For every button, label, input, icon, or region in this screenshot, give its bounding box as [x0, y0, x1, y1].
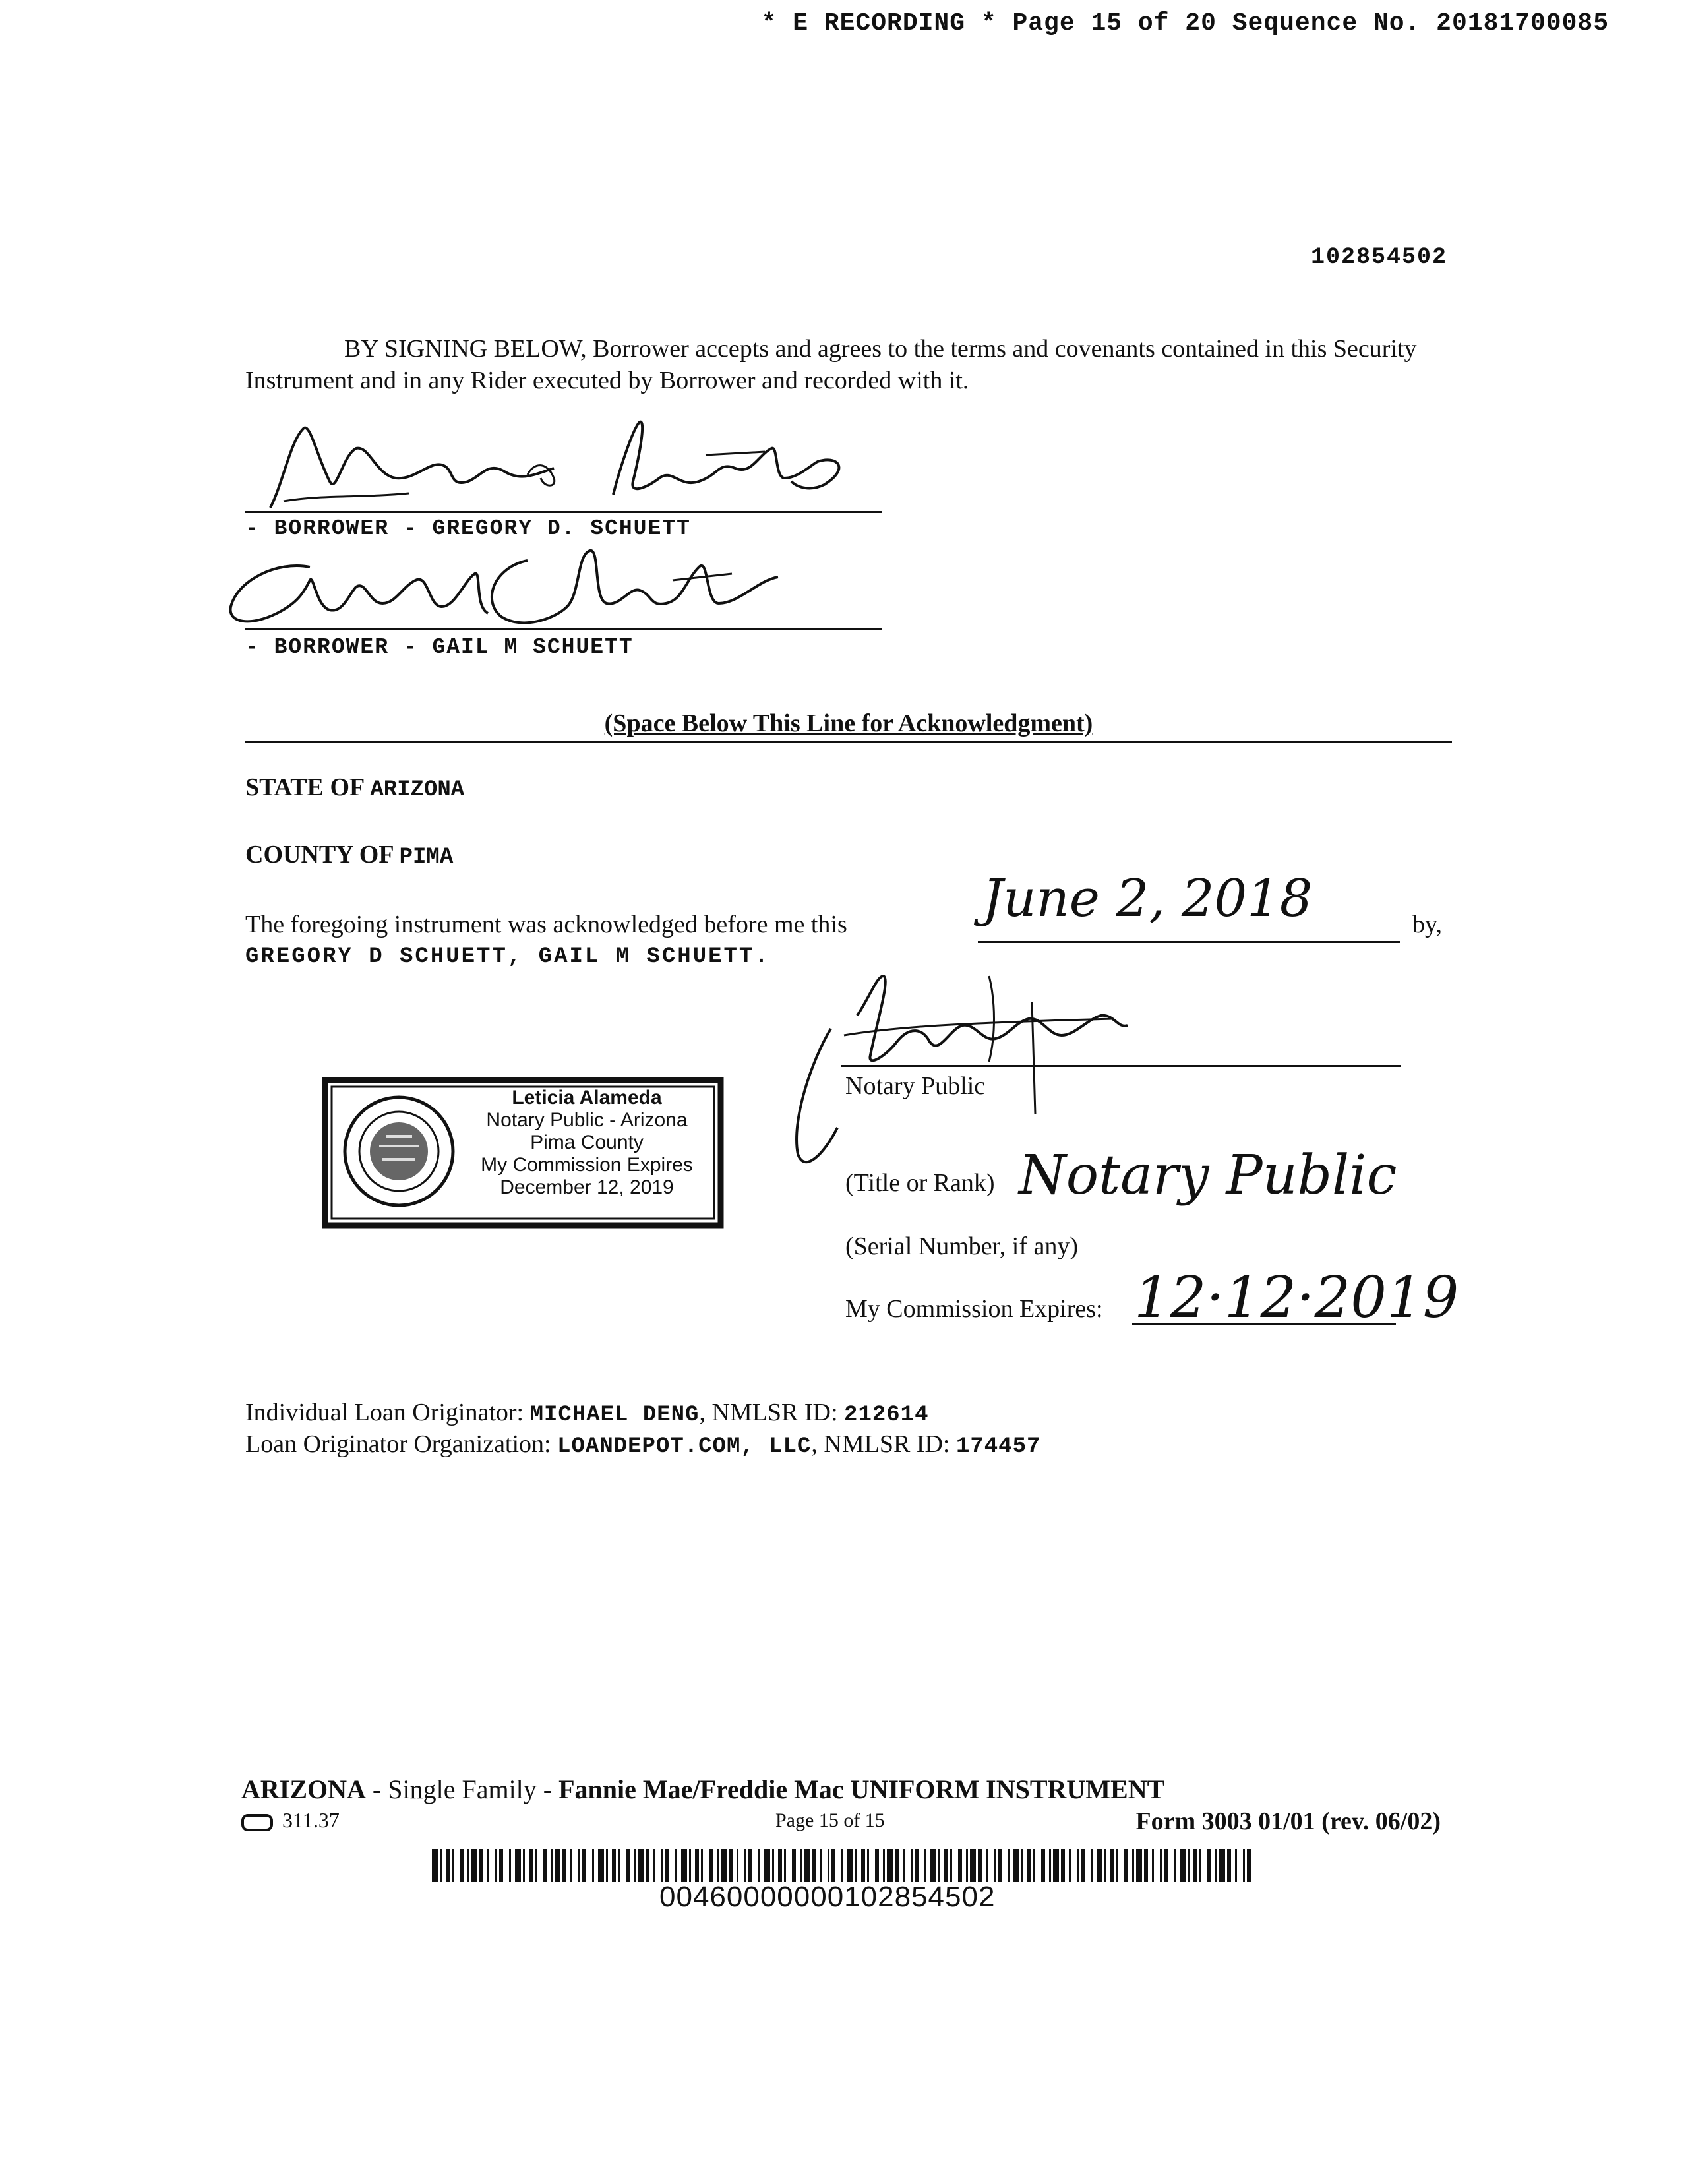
signing-paragraph — [245, 333, 1452, 396]
recording-header: * E RECORDING * Page 15 of 20 Sequence No. 20181700085 — [761, 9, 1609, 38]
county-label: COUNTY OF — [245, 841, 394, 868]
barcode-bar — [758, 1849, 760, 1882]
notary-signature-line — [841, 1065, 1401, 1067]
barcode-bar — [915, 1849, 919, 1882]
barcode-bar — [1132, 1849, 1134, 1882]
barcode-bar — [1136, 1849, 1142, 1882]
barcode-bar — [529, 1849, 533, 1882]
acknowledgment-section — [245, 709, 1452, 743]
barcode-bar — [1021, 1849, 1023, 1882]
borrower-2-signature — [211, 541, 804, 633]
barcode-bar — [460, 1849, 464, 1882]
county-line — [245, 840, 453, 870]
barcode-bar — [784, 1849, 786, 1882]
barcode-bar — [1053, 1849, 1059, 1882]
commission-expires-handwritten: 12·12·2019 — [1134, 1265, 1459, 1331]
barcode-bar — [1144, 1849, 1148, 1882]
barcode-bar — [867, 1849, 869, 1882]
barcode-bar — [582, 1849, 586, 1882]
barcode-bar — [551, 1849, 553, 1882]
barcode-bar — [944, 1849, 948, 1882]
stamp-line-expiry: December 12, 2019 — [500, 1176, 674, 1198]
barcode-bar — [778, 1849, 782, 1882]
barcode-bar — [938, 1849, 940, 1882]
barcode-bar — [634, 1849, 636, 1882]
barcode-bar — [970, 1849, 976, 1882]
serial-number-label: (Serial Number, if any) — [845, 1232, 1079, 1260]
barcode-bar — [665, 1849, 669, 1882]
barcode-bar — [523, 1849, 525, 1882]
barcode-bar — [1188, 1849, 1190, 1882]
barcode-bar — [440, 1849, 442, 1882]
footer-form-number: Form 3003 01/01 (rev. 06/02) — [1135, 1807, 1441, 1835]
loan-originator-id: 212614 — [844, 1403, 929, 1428]
barcode-bar — [748, 1849, 752, 1882]
barcode-bar — [1180, 1849, 1186, 1882]
barcode-bar — [1033, 1849, 1035, 1882]
barcode-bar — [1152, 1849, 1154, 1882]
barcode-bar — [966, 1849, 968, 1882]
loan-organization-name: LOANDEPOT.COM, LLC — [557, 1434, 812, 1459]
barcode-bar — [831, 1849, 835, 1882]
loan-originator-label: Individual Loan Originator: — [245, 1399, 524, 1426]
barcode-bar — [1091, 1849, 1093, 1882]
barcode-bar — [1077, 1849, 1079, 1882]
barcode-bar — [883, 1849, 885, 1882]
barcode-bar — [487, 1849, 489, 1882]
barcode — [432, 1849, 1253, 1882]
barcode-bar — [1081, 1849, 1085, 1882]
barcode-bar — [895, 1849, 899, 1882]
barcode-bar — [612, 1849, 616, 1882]
barcode-bar — [555, 1849, 560, 1882]
barcode-bar — [887, 1849, 893, 1882]
barcode-bar — [978, 1849, 982, 1882]
barcode-bar — [772, 1849, 774, 1882]
barcode-bar — [626, 1849, 630, 1882]
barcode-bar — [495, 1849, 497, 1882]
barcode-bar — [800, 1849, 802, 1882]
acknowledgment-date-line — [978, 941, 1400, 943]
by-label: by, — [1412, 911, 1443, 938]
barcode-bar — [1207, 1849, 1211, 1882]
acknowledged-names: GREGORY D SCHUETT, GAIL M SCHUETT. — [245, 944, 770, 969]
barcode-number: 00460000000102854502 — [659, 1881, 996, 1913]
loan-organization-id: 174457 — [955, 1434, 1041, 1459]
barcode-bar — [875, 1849, 879, 1882]
loan-organization-line — [245, 1430, 1040, 1459]
stamp-line-name: Leticia Alameda — [512, 1087, 662, 1108]
barcode-bar — [446, 1849, 450, 1882]
barcode-bar — [1061, 1849, 1065, 1882]
borrower-2-label: - BORROWER - GAIL M SCHUETT — [245, 635, 634, 659]
barcode-bar — [729, 1849, 733, 1882]
barcode-bar — [1215, 1849, 1217, 1882]
barcode-bar — [861, 1849, 865, 1882]
barcode-bar — [479, 1849, 483, 1882]
footer-page-number: Page 15 of 15 — [775, 1809, 885, 1831]
barcode-bar — [855, 1849, 857, 1882]
barcode-bar — [792, 1849, 796, 1882]
barcode-bar — [471, 1849, 477, 1882]
barcode-bar — [820, 1849, 822, 1882]
borrower-1-label: - BORROWER - GREGORY D. SCHUETT — [245, 516, 691, 541]
barcode-bar — [675, 1849, 677, 1882]
barcode-bar — [606, 1849, 608, 1882]
barcode-bar — [764, 1849, 770, 1882]
barcode-bar — [1104, 1849, 1106, 1882]
barcode-bar — [638, 1849, 644, 1882]
barcode-bar — [721, 1849, 727, 1882]
barcode-bar — [744, 1849, 746, 1882]
barcode-bar — [570, 1849, 572, 1882]
barcode-bar — [452, 1849, 454, 1882]
signing-paragraph-text: BY SIGNING BELOW, Borrower accepts and agrees to the terms and covenants contained in this Security Instrument and in any Rider executed by Borrower and recorded with it. — [245, 335, 1417, 394]
borrower-1-signature-line — [245, 511, 882, 513]
barcode-bar — [1069, 1849, 1071, 1882]
barcode-bar — [717, 1849, 719, 1882]
loan-organization-label: Loan Originator Organization: — [245, 1430, 551, 1458]
barcode-bar — [618, 1849, 620, 1882]
barcode-bar — [1243, 1849, 1245, 1882]
loan-originator-line — [245, 1398, 928, 1428]
barcode-bar — [1027, 1849, 1031, 1882]
barcode-bar — [535, 1849, 537, 1882]
barcode-bar — [543, 1849, 547, 1882]
barcode-bar — [1041, 1849, 1045, 1882]
barcode-bar — [1124, 1849, 1128, 1882]
barcode-bar — [950, 1849, 952, 1882]
borrower-1-signature — [244, 415, 890, 514]
barcode-bar — [911, 1849, 913, 1882]
barcode-bar — [737, 1849, 738, 1882]
notary-stamp — [320, 1074, 729, 1232]
loan-organization-id-label: , NMLSR ID: — [811, 1430, 950, 1458]
barcode-bar — [1008, 1849, 1010, 1882]
barcode-bar — [1219, 1849, 1225, 1882]
barcode-bar — [1097, 1849, 1102, 1882]
barcode-bar — [515, 1849, 521, 1882]
barcode-bar — [924, 1849, 926, 1882]
barcode-bar — [930, 1849, 936, 1882]
commission-expires-label: My Commission Expires: — [845, 1295, 1103, 1323]
barcode-bar — [681, 1849, 687, 1882]
barcode-bar — [1193, 1849, 1197, 1882]
footer-instrument: Fannie Mae/Freddie Mac UNIFORM INSTRUMENT — [558, 1774, 1165, 1804]
barcode-bar — [499, 1849, 503, 1882]
barcode-bar — [812, 1849, 816, 1882]
loan-originator-name: MICHAEL DENG — [529, 1403, 700, 1428]
barcode-bar — [998, 1849, 1002, 1882]
state-value: ARIZONA — [370, 777, 465, 803]
barcode-bar — [1116, 1849, 1118, 1882]
barcode-bar — [467, 1849, 469, 1882]
title-rank-handwritten: Notary Public — [1019, 1144, 1397, 1207]
barcode-bar — [661, 1849, 663, 1882]
state-label: STATE OF — [245, 774, 364, 801]
barcode-bar — [1199, 1849, 1201, 1882]
barcode-bar — [958, 1849, 962, 1882]
barcode-bar — [841, 1849, 843, 1882]
barcode-bar — [986, 1849, 988, 1882]
barcode-bar — [701, 1849, 703, 1882]
form-code-icon — [241, 1814, 273, 1831]
notary-signature — [771, 963, 1167, 1174]
acknowledgment-date-handwritten: June 2, 2018 — [982, 869, 1313, 928]
barcode-bar — [509, 1849, 511, 1882]
county-value: PIMA — [399, 845, 454, 870]
footer-state: ARIZONA — [241, 1774, 366, 1804]
barcode-bar — [804, 1849, 810, 1882]
barcode-bar — [653, 1849, 655, 1882]
barcode-bar — [709, 1849, 713, 1882]
barcode-bar — [1227, 1849, 1231, 1882]
notary-public-label: Notary Public — [845, 1072, 986, 1100]
barcode-bar — [1247, 1849, 1251, 1882]
barcode-bar — [432, 1849, 438, 1882]
foregoing-text: The foregoing instrument was acknowledged before me this — [245, 911, 847, 938]
document-number: 102854502 — [1310, 244, 1447, 270]
loan-originator-id-label: , NMLSR ID: — [699, 1399, 838, 1426]
footer-form-code — [241, 1808, 340, 1833]
barcode-bar — [695, 1849, 699, 1882]
acknowledgment-title: (Space Below This Line for Acknowledgment) — [604, 710, 1093, 737]
barcode-bar — [903, 1849, 905, 1882]
barcode-bar — [1160, 1849, 1162, 1882]
title-rank-label: (Title or Rank) — [845, 1169, 995, 1197]
barcode-bar — [1049, 1849, 1051, 1882]
state-line — [245, 773, 464, 803]
stamp-line-commission: My Commission Expires — [481, 1154, 693, 1176]
barcode-bar — [1164, 1849, 1168, 1882]
barcode-bar — [847, 1849, 853, 1882]
barcode-bar — [646, 1849, 649, 1882]
barcode-bar — [994, 1849, 996, 1882]
barcode-bar — [1013, 1849, 1019, 1882]
acknowledgment-divider — [245, 741, 1452, 743]
barcode-bar — [1235, 1849, 1237, 1882]
stamp-line-county: Pima County — [530, 1132, 644, 1153]
barcode-bar — [1110, 1849, 1114, 1882]
footer-instrument-line — [241, 1774, 1164, 1805]
barcode-bar — [828, 1849, 829, 1882]
stamp-line-title: Notary Public - Arizona — [486, 1109, 688, 1131]
barcode-bar — [592, 1849, 594, 1882]
footer-separator: - Single Family - — [365, 1774, 559, 1804]
barcode-bar — [562, 1849, 566, 1882]
form-code-text: 311.37 — [282, 1808, 340, 1832]
barcode-bar — [578, 1849, 580, 1882]
barcode-bar — [1174, 1849, 1176, 1882]
borrower-2-signature-line — [245, 628, 882, 630]
barcode-bar — [598, 1849, 604, 1882]
barcode-bar — [689, 1849, 691, 1882]
